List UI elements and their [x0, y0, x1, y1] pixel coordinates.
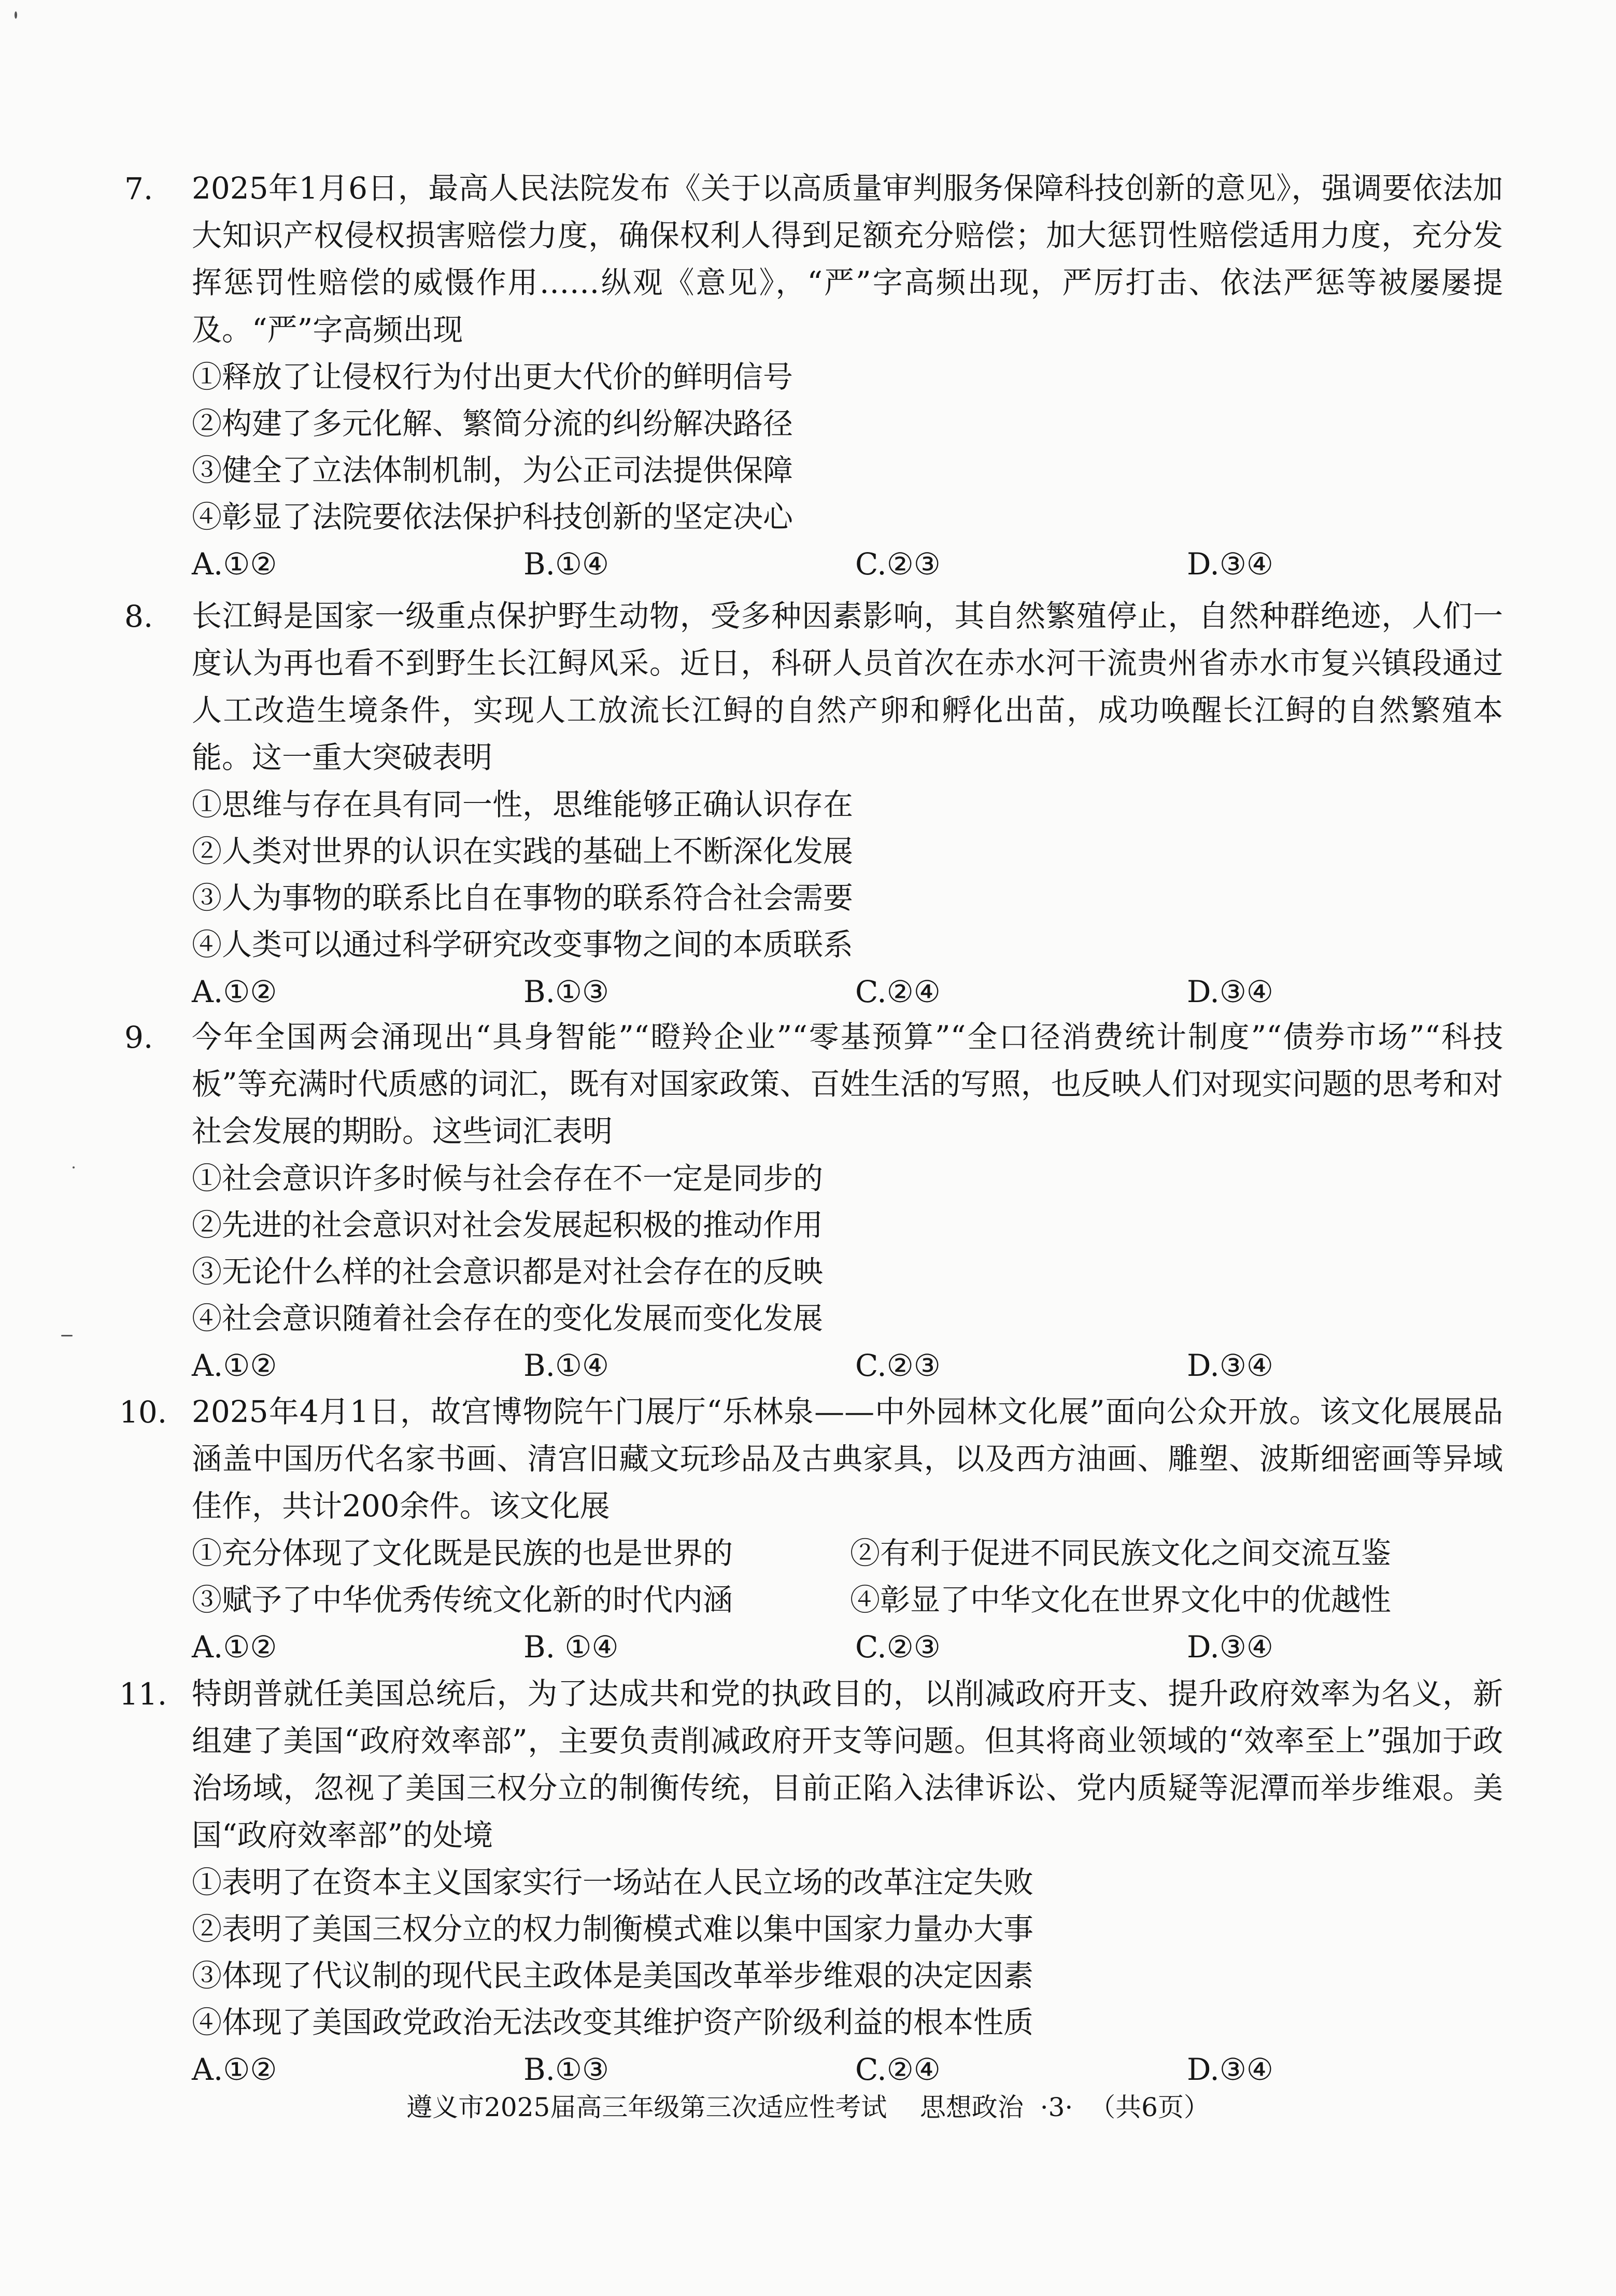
- statement-2: ②人类对世界的认识在实践的基础上不断深化发展: [192, 834, 854, 869]
- statement-1: ①思维与存在具有同一性，思维能够正确认识存在: [192, 787, 854, 822]
- choice-d: D.③④: [1187, 1629, 1273, 1665]
- choice-b: B. ①④: [523, 1629, 619, 1665]
- statement-2: ②构建了多元化解、繁简分流的纠纷解决路径: [192, 406, 793, 441]
- question-7: [124, 165, 1503, 588]
- statement-1: ①释放了让侵权行为付出更大代价的鲜明信号: [192, 359, 793, 395]
- choice-c: C.②④: [855, 2052, 941, 2087]
- answer-choices: [192, 540, 1503, 588]
- choice-c: C.②③: [855, 1629, 941, 1665]
- answer-choices: [192, 968, 1503, 1016]
- answer-choices: [192, 1623, 1503, 1671]
- footer-total-pages: （共6页）: [1089, 2092, 1210, 2122]
- statement-3: ③赋予了中华优秀传统文化新的时代内涵: [192, 1582, 733, 1617]
- statement-2: ②有利于促进不同民族文化之间交流互鉴: [850, 1536, 1392, 1571]
- question-stem: 2025年1月6日，最高人民法院发布《关于以高质量审判服务保障科技创新的意见》，强调要依法加大知识产权侵权损害赔偿力度，确保权利人得到足额充分赔偿；加大惩罚性赔偿适用力度，充分发挥惩罚性赔偿的威慑作用……纵观《意见》，“严”字高频出现，严厉打击、依法严惩等被屡屡提及。“严”字高频出现: [192, 171, 1503, 347]
- page-footer: [0, 2089, 1616, 2125]
- statement-1: ①社会意识许多时候与社会存在不一定是同步的: [192, 1161, 824, 1196]
- choice-b: B.①③: [523, 974, 609, 1009]
- answer-choices: [192, 2046, 1503, 2093]
- choice-a: A.①②: [192, 546, 277, 582]
- choice-c: C.②④: [855, 974, 941, 1009]
- choice-d: D.③④: [1187, 2052, 1273, 2087]
- choice-b: B.①④: [523, 546, 609, 582]
- question-stem: 特朗普就任美国总统后，为了达成共和党的执政目的，以削减政府开支、提升政府效率为名义，新组建了美国“政府效率部”，主要负责削减政府开支等问题。但其将商业领域的“效率至上”强加于政治场域，忽视了美国三权分立的制衡传统，目前正陷入法律诉讼、党内质疑等泥潭而举步维艰。美国“政府效率部”的处境: [192, 1676, 1503, 1853]
- statement-4: ④人类可以通过科学研究改变事物之间的本质联系: [192, 927, 854, 962]
- choice-b: B.①③: [523, 2052, 609, 2087]
- statement-2: ②先进的社会意识对社会发展起积极的推动作用: [192, 1207, 824, 1243]
- question-number: 7.: [124, 171, 153, 206]
- statement-1: ①表明了在资本主义国家实行一场站在人民立场的改革注定失败: [192, 1865, 1034, 1900]
- statement-1: ①充分体现了文化既是民族的也是世界的: [192, 1536, 733, 1571]
- statement-grid: [192, 1530, 1503, 1623]
- choice-a: A.①②: [192, 1348, 277, 1383]
- choice-c: C.②③: [855, 1348, 941, 1383]
- question-8: [124, 593, 1503, 1016]
- choice-a: A.①②: [192, 2052, 277, 2087]
- choice-d: D.③④: [1187, 1348, 1273, 1383]
- footer-page-number: ·3·: [1040, 2092, 1073, 2122]
- question-number: 10.: [119, 1394, 167, 1430]
- statement-4: ④体现了美国政党政治无法改变其维护资产阶级利益的根本性质: [192, 2005, 1034, 2040]
- scan-speck: [15, 11, 17, 19]
- statement-4: ④社会意识随着社会存在的变化发展而变化发展: [192, 1301, 824, 1336]
- statement-4: ④彰显了法院要依法保护科技创新的坚定决心: [192, 499, 793, 534]
- statement-2: ②表明了美国三权分立的权力制衡模式难以集中国家力量办大事: [192, 1911, 1034, 1947]
- question-9: [124, 1013, 1503, 1389]
- statement-3: ③体现了代议制的现代民主政体是美国改革举步维艰的决定因素: [192, 1958, 1034, 1993]
- statement-3: ③健全了立法体制机制，为公正司法提供保障: [192, 453, 793, 488]
- question-11: [119, 1670, 1503, 2093]
- choice-a: A.①②: [192, 974, 277, 1009]
- statement-3: ③人为事物的联系比自在事物的联系符合社会需要: [192, 880, 854, 915]
- statement-3: ③无论什么样的社会意识都是对社会存在的反映: [192, 1254, 824, 1289]
- choice-b: B.①④: [523, 1348, 609, 1383]
- question-10: [119, 1388, 1503, 1671]
- footer-subject: 思想政治: [919, 2092, 1024, 2122]
- question-stem: 2025年4月1日，故宫博物院午门展厅“乐林泉——中外园林文化展”面向公众开放。该文化展展品涵盖中国历代名家书画、清宫旧藏文玩珍品及古典家具，以及西方油画、雕塑、波斯细密画等异域佳作，共计200余件。该文化展: [192, 1394, 1503, 1524]
- choice-d: D.③④: [1187, 546, 1273, 582]
- question-stem: 长江鲟是国家一级重点保护野生动物，受多种因素影响，其自然繁殖停止，自然种群绝迹，人们一度认为再也看不到野生长江鲟风采。近日，科研人员首次在赤水河干流贵州省赤水市复兴镇段通过人工改造生境条件，实现人工放流长江鲟的自然产卵和孵化出苗，成功唤醒长江鲟的自然繁殖本能。这一重大突破表明: [192, 598, 1503, 775]
- question-stem: 今年全国两会涌现出“具身智能”“瞪羚企业”“零基预算”“全口径消费统计制度”“债券市场”“科技板”等充满时代质感的词汇，既有对国家政策、百姓生活的写照，也反映人们对现实问题的思考和对社会发展的期盼。这些词汇表明: [192, 1019, 1503, 1149]
- choice-c: C.②③: [855, 546, 941, 582]
- scan-speck: [73, 1166, 75, 1168]
- scan-speck: [61, 1335, 73, 1336]
- statement-4: ④彰显了中华文化在世界文化中的优越性: [850, 1582, 1392, 1617]
- question-number: 9.: [124, 1020, 153, 1055]
- question-number: 8.: [124, 599, 153, 634]
- choice-d: D.③④: [1187, 974, 1273, 1009]
- answer-choices: [192, 1342, 1503, 1389]
- choice-a: A.①②: [192, 1629, 277, 1665]
- question-number: 11.: [119, 1677, 167, 1712]
- footer-exam-title: 遵义市2025届高三年级第三次适应性考试: [406, 2092, 887, 2122]
